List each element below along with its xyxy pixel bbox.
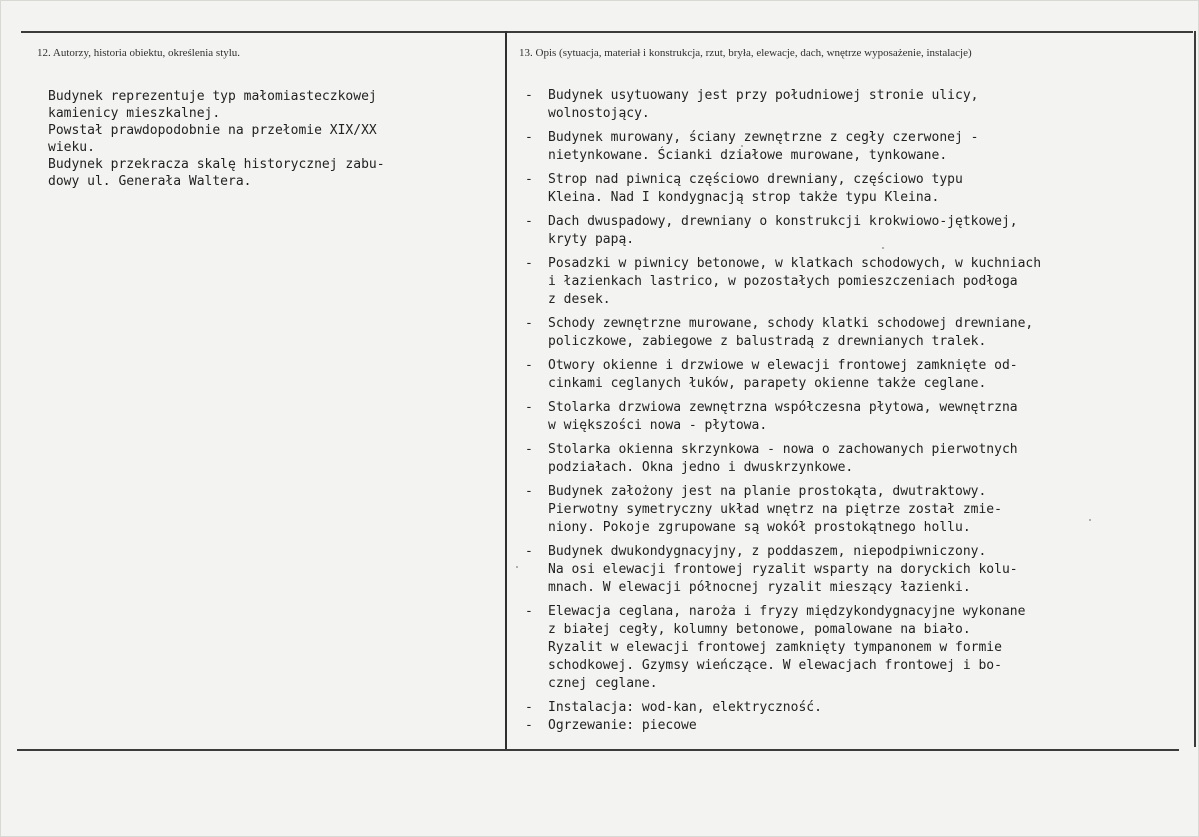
description-line: niony. Pokoje zgrupowane są wokół prostokątnego hollu. xyxy=(548,520,971,535)
list-dash: - xyxy=(525,604,533,619)
list-dash: - xyxy=(525,88,533,103)
description-item xyxy=(525,315,1193,351)
description-line: Pierwotny symetryczny układ wnętrz na piętrze został zmie- xyxy=(548,502,1002,517)
description-line: wolnostojący. xyxy=(548,106,650,121)
description-line: Ogrzewanie: piecowe xyxy=(548,718,697,733)
description-line: Budynek dwukondygnacyjny, z poddaszem, niepodpiwniczony. xyxy=(548,544,987,559)
list-dash: - xyxy=(525,544,533,559)
description-line: Na osi elewacji frontowej ryzalit wsparty na doryckich kolu- xyxy=(548,562,1018,577)
description-item xyxy=(525,171,1193,207)
description-item xyxy=(525,129,1193,165)
description-item xyxy=(525,87,1193,123)
description-line: cinkami ceglanych łuków, parapety okienne także ceglane. xyxy=(548,376,987,391)
description-item xyxy=(525,441,1193,477)
description-line: schodkowej. Gzymsy wieńczące. W elewacjach frontowej i bo- xyxy=(548,658,1002,673)
list-dash: - xyxy=(525,400,533,415)
right-rule xyxy=(1194,31,1196,747)
section-13-list xyxy=(525,87,1193,735)
description-line: Elewacja ceglana, naroża i fryzy międzykondygnacyjne wykonane xyxy=(548,604,1026,619)
description-line: cznej ceglane. xyxy=(548,676,658,691)
description-line: Kleina. Nad I kondygnacją strop także typu Kleina. xyxy=(548,190,940,205)
list-dash: - xyxy=(525,256,533,271)
description-item xyxy=(525,603,1193,693)
bottom-rule xyxy=(17,749,1179,751)
list-dash: - xyxy=(525,484,533,499)
description-item xyxy=(525,399,1193,435)
section-12-line: Budynek reprezentuje typ małomiasteczkowej xyxy=(48,89,377,104)
section-12-title: 12. Autorzy, historia obiektu, określenia stylu. xyxy=(37,47,241,59)
description-item xyxy=(525,543,1193,597)
description-line: Stolarka drzwiowa zewnętrzna współczesna płytowa, wewnętrzna xyxy=(548,400,1018,415)
section-13-title: 13. Opis (sytuacja, materiał i konstrukcja, rzut, bryła, elewacje, dach, wnętrze wyposażenie, instalacje) xyxy=(519,47,972,59)
description-line: nietynkowane. Ścianki działowe murowane, tynkowane. xyxy=(548,148,948,163)
column-divider xyxy=(505,31,507,751)
list-dash: - xyxy=(525,358,533,373)
description-line: podziałach. Okna jedno i dwuskrzynkowe. xyxy=(548,460,854,475)
paper-speck xyxy=(882,247,884,249)
section-12-text xyxy=(48,88,496,190)
description-item xyxy=(525,255,1193,309)
paper-speck xyxy=(1089,519,1091,521)
description-line: w większości nowa - płytowa. xyxy=(548,418,768,433)
description-line: Instalacja: wod-kan, elektryczność. xyxy=(548,700,822,715)
description-line: Posadzki w piwnicy betonowe, w klatkach schodowych, w kuchniach xyxy=(548,256,1042,271)
top-rule xyxy=(21,31,1193,33)
description-line: z desek. xyxy=(548,292,611,307)
paper-speck xyxy=(516,566,518,568)
description-line: Budynek usytuowany jest przy południowej stronie ulicy, xyxy=(548,88,979,103)
list-dash: - xyxy=(525,700,533,715)
list-dash: - xyxy=(525,718,533,733)
description-line: Schody zewnętrzne murowane, schody klatki schodowej drewniane, xyxy=(548,316,1034,331)
list-dash: - xyxy=(525,172,533,187)
section-12-line: wieku. xyxy=(48,140,95,155)
list-dash: - xyxy=(525,214,533,229)
description-item xyxy=(525,699,1193,717)
description-item xyxy=(525,717,1193,735)
description-item xyxy=(525,213,1193,249)
section-12-line: Powstał prawdopodobnie na przełomie XIX/XX xyxy=(48,123,377,138)
list-dash: - xyxy=(525,316,533,331)
description-line: kryty papą. xyxy=(548,232,635,247)
description-line: Budynek murowany, ściany zewnętrzne z cegły czerwonej - xyxy=(548,130,979,145)
list-dash: - xyxy=(525,130,533,145)
paper-speck xyxy=(741,145,743,147)
description-line: Dach dwuspadowy, drewniany o konstrukcji krokwiowo-jętkowej, xyxy=(548,214,1018,229)
description-line: policzkowe, zabiegowe z balustradą z drewnianych tralek. xyxy=(548,334,987,349)
description-line: i łazienkach lastrico, w pozostałych pomieszczeniach podłoga xyxy=(548,274,1018,289)
section-12-line: Budynek przekracza skalę historycznej zabu- xyxy=(48,157,385,172)
section-12-line: dowy ul. Generała Waltera. xyxy=(48,174,252,189)
section-12-line: kamienicy mieszkalnej. xyxy=(48,106,221,121)
description-line: Budynek założony jest na planie prostokąta, dwutraktowy. xyxy=(548,484,987,499)
description-line: Stolarka okienna skrzynkowa - nowa o zachowanych pierwotnych xyxy=(548,442,1018,457)
list-dash: - xyxy=(525,442,533,457)
description-line: Strop nad piwnicą częściowo drewniany, częściowo typu xyxy=(548,172,963,187)
description-line: mnach. W elewacji północnej ryzalit mieszący łazienki. xyxy=(548,580,971,595)
description-item xyxy=(525,357,1193,393)
description-line: z białej cegły, kolumny betonowe, pomalowane na biało. xyxy=(548,622,971,637)
description-line: Ryzalit w elewacji frontowej zamknięty tympanonem w formie xyxy=(548,640,1002,655)
description-item xyxy=(525,483,1193,537)
description-line: Otwory okienne i drzwiowe w elewacji frontowej zamknięte od- xyxy=(548,358,1018,373)
